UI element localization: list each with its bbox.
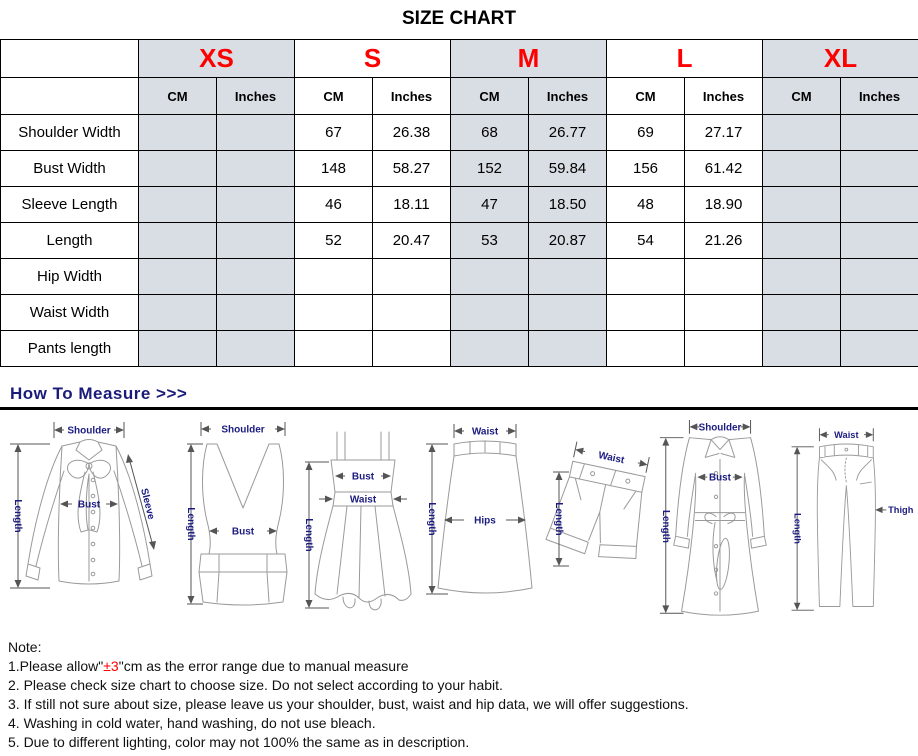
note-line-5: 5. Due to different lighting, color may not 100% the same as in description. — [8, 734, 470, 750]
size-value-cell — [373, 259, 451, 295]
size-value-cell: 152 — [451, 151, 529, 187]
size-header-xl: XL — [763, 40, 918, 78]
pants-figure — [786, 416, 916, 628]
coat-figure — [655, 416, 785, 628]
how-to-measure-heading: How To Measure >>> — [0, 384, 918, 410]
table-row — [1, 295, 918, 331]
size-value-cell — [373, 295, 451, 331]
measure-label-bust: Bust — [231, 526, 254, 538]
size-value-cell: 59.84 — [529, 151, 607, 187]
row-label: Sleeve Length — [1, 187, 139, 223]
measure-label-waist: Waist — [834, 429, 859, 440]
size-value-cell: 26.77 — [529, 115, 607, 151]
size-value-cell: 67 — [295, 115, 373, 151]
size-value-cell — [217, 331, 295, 367]
size-value-cell: 18.50 — [529, 187, 607, 223]
size-value-cell — [451, 331, 529, 367]
size-value-cell: 26.38 — [373, 115, 451, 151]
size-value-cell: 156 — [607, 151, 685, 187]
size-value-cell — [841, 115, 918, 151]
row-label: Bust Width — [1, 151, 139, 187]
size-value-cell — [295, 259, 373, 295]
shorts-figure — [545, 416, 655, 628]
size-value-cell — [139, 187, 217, 223]
size-value-cell: 21.26 — [685, 223, 763, 259]
size-value-cell — [763, 151, 841, 187]
note-line-2: 2. Please check size chart to choose size. Do not select according to your habit. — [8, 677, 503, 693]
size-value-cell — [139, 295, 217, 331]
measure-label-length: Length — [425, 502, 437, 536]
size-value-cell — [217, 187, 295, 223]
size-value-cell — [139, 151, 217, 187]
size-value-cell: 61.42 — [685, 151, 763, 187]
size-value-cell — [139, 115, 217, 151]
unit-header-inches: Inches — [373, 78, 451, 115]
size-value-cell: 69 — [607, 115, 685, 151]
row-label: Hip Width — [1, 259, 139, 295]
unit-header-cm: CM — [139, 78, 217, 115]
size-value-cell — [217, 115, 295, 151]
measure-label-shoulder: Shoulder — [67, 425, 111, 437]
vest-figure — [183, 416, 303, 628]
size-table-body — [1, 115, 918, 367]
size-value-cell — [529, 259, 607, 295]
table-row — [1, 115, 918, 151]
measure-label-thigh: Thigh — [888, 505, 914, 516]
size-value-cell — [763, 259, 841, 295]
unit-header-inches: Inches — [529, 78, 607, 115]
row-label: Pants length — [1, 331, 139, 367]
size-value-cell — [841, 223, 918, 259]
size-value-cell — [139, 331, 217, 367]
size-value-cell: 52 — [295, 223, 373, 259]
unit-header-inches: Inches — [685, 78, 763, 115]
size-header-l: L — [607, 40, 763, 78]
measure-label-waist: Waist — [596, 450, 625, 467]
size-value-cell — [607, 259, 685, 295]
corner-cell — [1, 78, 139, 115]
note-1-tolerance: ±3 — [103, 658, 119, 674]
measure-label-length: Length — [552, 502, 564, 536]
unit-header-inches: Inches — [217, 78, 295, 115]
unit-header-cm: CM — [763, 78, 841, 115]
measure-label-bust: Bust — [77, 499, 101, 511]
measure-label-length: Length — [660, 510, 672, 543]
size-header-xs: XS — [139, 40, 295, 78]
table-row — [1, 259, 918, 295]
size-value-cell: 58.27 — [373, 151, 451, 187]
size-value-cell — [685, 259, 763, 295]
size-value-cell: 47 — [451, 187, 529, 223]
measure-label-length: Length — [792, 513, 803, 544]
size-value-cell — [841, 295, 918, 331]
size-value-cell — [217, 295, 295, 331]
table-row — [1, 223, 918, 259]
measure-label-waist: Waist — [471, 426, 499, 438]
size-value-cell: 54 — [607, 223, 685, 259]
measure-label-sleeve: Sleeve — [138, 487, 157, 521]
unit-header-row — [1, 78, 918, 115]
notes-heading: Note: — [8, 639, 42, 655]
notes-section — [0, 634, 918, 752]
table-row — [1, 331, 918, 367]
skirt-figure — [424, 416, 544, 628]
note-1-post: "cm as the error range due to manual measure — [118, 658, 409, 674]
size-value-cell: 20.87 — [529, 223, 607, 259]
table-row — [1, 151, 918, 187]
measure-label-waist: Waist — [350, 494, 377, 506]
size-value-cell — [217, 259, 295, 295]
size-value-cell — [217, 151, 295, 187]
note-1-pre: 1.Please allow" — [8, 658, 104, 674]
size-header-m: M — [451, 40, 607, 78]
size-value-cell — [529, 295, 607, 331]
size-value-cell: 53 — [451, 223, 529, 259]
row-label: Waist Width — [1, 295, 139, 331]
blouse-figure — [2, 416, 182, 628]
size-value-cell: 48 — [607, 187, 685, 223]
measure-label-hips: Hips — [474, 515, 496, 527]
measure-label-bust: Bust — [709, 472, 732, 484]
measure-label-shoulder: Shoulder — [698, 422, 742, 434]
dress-figure — [303, 416, 423, 628]
size-value-cell: 27.17 — [685, 115, 763, 151]
unit-header-cm: CM — [607, 78, 685, 115]
measure-label-length: Length — [303, 518, 315, 552]
size-value-cell — [763, 115, 841, 151]
size-value-cell — [685, 331, 763, 367]
size-value-cell — [763, 223, 841, 259]
size-value-cell — [451, 295, 529, 331]
size-value-cell — [763, 187, 841, 223]
note-line-1 — [8, 657, 918, 676]
size-value-cell — [451, 259, 529, 295]
size-value-cell: 148 — [295, 151, 373, 187]
size-value-cell — [841, 151, 918, 187]
note-line-3: 3. If still not sure about size, please leave us your shoulder, bust, waist and hip data, we will offer suggestions. — [8, 696, 689, 712]
size-value-cell: 20.47 — [373, 223, 451, 259]
measure-figures — [0, 410, 918, 634]
measure-label-shoulder: Shoulder — [220, 424, 265, 436]
table-row — [1, 187, 918, 223]
size-value-cell — [841, 259, 918, 295]
unit-header-inches: Inches — [841, 78, 918, 115]
unit-header-cm: CM — [295, 78, 373, 115]
size-value-cell — [841, 331, 918, 367]
size-value-cell — [607, 295, 685, 331]
size-value-cell — [139, 223, 217, 259]
size-value-cell — [529, 331, 607, 367]
unit-header-cm: CM — [451, 78, 529, 115]
size-value-cell: 68 — [451, 115, 529, 151]
size-chart-table — [0, 39, 918, 367]
size-value-cell — [763, 295, 841, 331]
size-value-cell — [295, 331, 373, 367]
row-label: Shoulder Width — [1, 115, 139, 151]
size-header-row — [1, 40, 918, 78]
measure-label-length: Length — [184, 507, 196, 541]
size-header-s: S — [295, 40, 451, 78]
size-value-cell: 46 — [295, 187, 373, 223]
size-value-cell — [763, 331, 841, 367]
row-label: Length — [1, 223, 139, 259]
size-value-cell — [295, 295, 373, 331]
size-value-cell — [841, 187, 918, 223]
size-value-cell: 18.11 — [373, 187, 451, 223]
page-title: SIZE CHART — [402, 8, 516, 29]
size-value-cell — [373, 331, 451, 367]
corner-cell — [1, 40, 139, 78]
size-value-cell — [139, 259, 217, 295]
size-value-cell — [685, 295, 763, 331]
measure-label-bust: Bust — [352, 471, 375, 483]
note-line-4: 4. Washing in cold water, hand washing, do not use bleach. — [8, 715, 376, 731]
measure-label-length: Length — [12, 499, 23, 533]
size-value-cell — [607, 331, 685, 367]
size-value-cell: 18.90 — [685, 187, 763, 223]
size-value-cell — [217, 223, 295, 259]
